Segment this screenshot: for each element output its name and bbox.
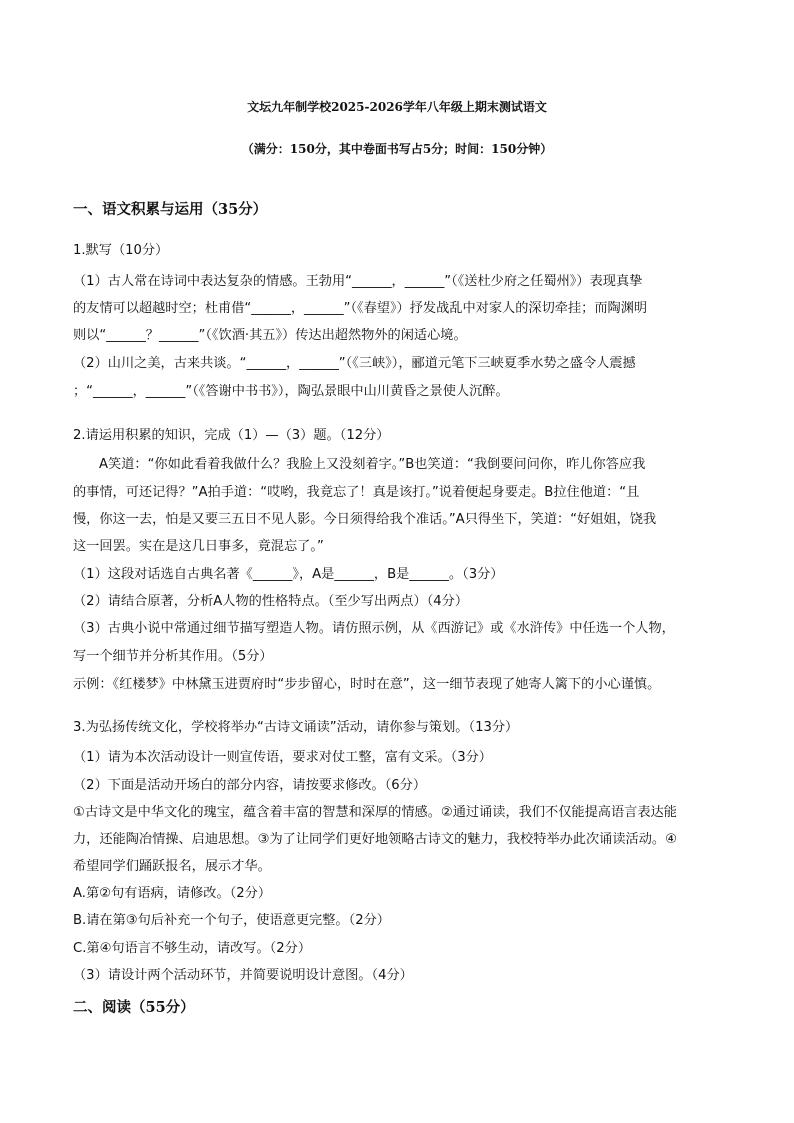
question-1-line: （2）山川之美，古来共谈。“______，______”（《三峡》），郦道元笔下三峡夏季水势之盛令人震撼 bbox=[73, 356, 636, 371]
question-3-subitem: C.第④句语言不够生动，请改写。（2分） bbox=[73, 941, 312, 956]
question-1-line: （1）古人常在诗词中表达复杂的情感。王勃用“______，______”（《送杜少府之任蜀州》）表现真挚 bbox=[73, 274, 643, 289]
question-2-item: （2）请结合原著，分析A人物的性格特点。（至少写出两点）（4分） bbox=[73, 594, 469, 609]
exam-title: 文坛九年制学校2025-2026学年八年级上期末测试语文 bbox=[247, 100, 547, 114]
question-3-line: （3）请设计两个活动环节，并简要说明设计意图。（4分） bbox=[73, 968, 413, 983]
question-2-passage-line: 的事情，可还记得？”A拍手道：“哎哟，我竟忘了！真是该打。”说着便起身要走。B拉住他道：“且 bbox=[73, 485, 640, 500]
question-2-item: 写一个细节并分析其作用。（5分） bbox=[73, 649, 273, 664]
question-1-heading: 1.默写（10分） bbox=[73, 243, 169, 258]
question-2-passage-line: 这一回罢。实在是这几日事多，竟混忘了。” bbox=[73, 539, 324, 554]
question-3-heading: 3.为弘扬传统文化，学校将举办“古诗文诵读”活动，请你参与策划。（13分） bbox=[73, 720, 519, 735]
question-2-item: （1）这段对话选自古典名著《______》，A是______，B是______。（3分） bbox=[73, 567, 504, 582]
section-heading-2: 二、阅读（55分） bbox=[73, 999, 195, 1016]
question-2-example: 示例：《红楼梦》中林黛玉进贾府时“步步留心，时时在意”，这一细节表现了她寄人篱下的小心谨慎。 bbox=[73, 677, 661, 692]
question-1-line: ；“______，______”（《答谢中书书》），陶弘景眼中山川黄昏之景使人沉醉。 bbox=[73, 384, 509, 399]
question-3-line: 希望同学们踊跃报名，展示才华。 bbox=[73, 859, 271, 874]
question-2-passage-line: A笑道：“你如此看着我做什么？我脸上又没刻着字。”B也笑道：“我倒要问问你，昨儿你答应我 bbox=[99, 457, 646, 472]
question-3-subitem: A.第②句有语病，请修改。（2分） bbox=[73, 886, 272, 901]
question-2-passage-line: 慢，你这一去，怕是又要三五日不见人影。今日须得给我个准话。”A只得坐下，笑道：“好姐姐，饶我 bbox=[73, 512, 657, 527]
question-1-line: 则以“______？______”（《饮酒·其五》）传达出超然物外的闲适心境。 bbox=[73, 328, 467, 343]
exam-subtitle: （满分：150分，其中卷面书写占5分；时间：150分钟） bbox=[241, 142, 553, 156]
question-3-line: （2）下面是活动开场白的部分内容，请按要求修改。（6分） bbox=[73, 778, 427, 793]
question-1-line: 的友情可以超越时空；杜甫借“______，______”（《春望》）抒发战乱中对家人的深切牵挂；而陶渊明 bbox=[73, 301, 648, 316]
section-heading-1: 一、语文积累与运用（35分） bbox=[73, 201, 268, 218]
question-2-heading: 2.请运用积累的知识，完成（1）—（3）题。（12分） bbox=[73, 428, 390, 443]
question-3-subitem: B.请在第③句后补充一个句子，使语意更完整。（2分） bbox=[73, 913, 390, 928]
question-2-item: （3）古典小说中常通过细节描写塑造人物。请仿照示例，从《西游记》或《水浒传》中任选一个人物， bbox=[73, 621, 675, 636]
question-3-line: ①古诗文是中华文化的瑰宝，蕴含着丰富的智慧和深厚的情感。②通过诵读，我们不仅能提高语言表达能 bbox=[73, 805, 677, 820]
question-3-line: 力，还能陶冶情操、启迪思想。③为了让同学们更好地领略古诗文的魅力，我校特举办此次诵读活动。④ bbox=[73, 832, 677, 847]
question-3-line: （1）请为本次活动设计一则宣传语，要求对仗工整，富有文采。（3分） bbox=[73, 750, 492, 765]
